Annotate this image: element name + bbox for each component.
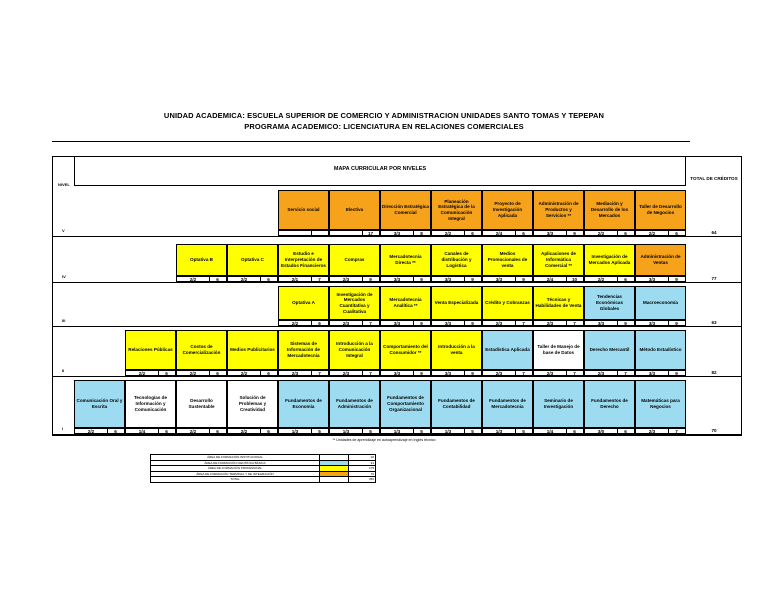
credit-hours: 2/3 (279, 371, 312, 375)
level-label: V (62, 228, 65, 233)
credit-value: 7 (522, 370, 525, 376)
credit-hours: 3/3 (636, 371, 669, 375)
course-cell: Aplicaciones de Informática Comercial ** (533, 244, 584, 276)
course-cell: Mercadotecnia Directa ** (380, 244, 431, 276)
course-cell: Electiva (329, 190, 380, 230)
credit-hours: 2/2 (177, 277, 210, 281)
credit-hours: 2/2 (228, 429, 261, 433)
legend-table (150, 454, 376, 483)
credit-value: 6 (267, 276, 270, 282)
credit-value: 6 (624, 230, 627, 236)
credit-hours: 3/3 (534, 231, 567, 235)
credit-hours: 2/2 (126, 371, 159, 375)
credit-value: 5 (318, 428, 321, 434)
credit-value: 6 (114, 428, 117, 434)
credit-value: 7 (318, 370, 321, 376)
credit-value (311, 231, 328, 235)
course-cell: Matemáticas para Negocios (635, 380, 686, 428)
credit-hours: 1/4 (534, 429, 567, 433)
course-cell: Método Estadístico (635, 330, 686, 370)
course-cell: Mediación y Desarrollo de los Mercados (584, 190, 635, 230)
credit-value: 5 (369, 428, 372, 434)
course-cell: Fundamentos de Derecho (584, 380, 635, 428)
course-cell: Administración de Productos y Servicios ** (533, 190, 584, 230)
credit-value: 9 (369, 276, 372, 282)
level-separator (52, 282, 742, 283)
course-cell: Comportamiento del Consumidor ** (380, 330, 431, 370)
legend-value: 91 (370, 460, 374, 465)
credit-value: 6 (165, 370, 168, 376)
credit-hours: 2/2 (636, 231, 669, 235)
credit-value: 5 (420, 428, 423, 434)
credit-value: 9 (420, 320, 423, 326)
header-divider (52, 141, 690, 142)
credit-value: 6 (522, 230, 525, 236)
credit-value: 9 (675, 320, 678, 326)
credit-value: 6 (216, 428, 219, 434)
course-cell: Técnicas y Habilidades de Venta (533, 286, 584, 320)
credit-hours: 3/0 (585, 429, 618, 433)
credit-hours: 1/4 (126, 429, 159, 433)
total-header: TOTAL DE CRÉDITOS (690, 176, 738, 181)
course-cell: Administración de Ventas (635, 244, 686, 276)
course-cell: Dirección Estratégica Comercial (380, 190, 431, 230)
course-cell: Desarrollo Sustentable (176, 380, 227, 428)
legend-swatch (320, 477, 349, 482)
credit-hours: 2/2 (585, 231, 618, 235)
legend-value: 175 (368, 466, 374, 470)
credit-hours: 2/2 (177, 371, 210, 375)
course-cell: Macroeconomía (635, 286, 686, 320)
credit-hours: 2/2 (177, 429, 210, 433)
credit-hours: 2/3 (330, 321, 363, 325)
credit-hours: 2/2 (279, 321, 312, 325)
credit-value: 6 (624, 276, 627, 282)
level-separator (52, 434, 742, 435)
course-cell: Seminario de Investigación (533, 380, 584, 428)
credit-value: 6 (216, 370, 219, 376)
level-total: 64 (711, 230, 717, 235)
course-cell: Introducción a la venta (431, 330, 482, 370)
course-cell: Estudio e Interpretación de Estados Financieros (278, 244, 329, 276)
credit-hours: 2/4 (534, 277, 567, 281)
legend-value: 70 (370, 471, 374, 476)
credit-hours: 3/3 (432, 371, 465, 375)
credit-hours: 2/2 (585, 277, 618, 281)
course-cell: Fundamentos de Contabilidad (431, 380, 482, 428)
credit-hours (279, 231, 312, 235)
credit-value: 7 (369, 320, 372, 326)
course-cell: Proyecto de Investigación Aplicada (482, 190, 533, 230)
course-cell: Investigación de Mercados Cuantitativa y Cualitativa (329, 286, 380, 320)
legend-value: 20 (370, 455, 374, 459)
course-cell: Servicio social (278, 190, 329, 230)
course-cell: Sistemas de Información de Mercadotecnia (278, 330, 329, 370)
level-label: IV (62, 274, 66, 279)
credit-value: 7 (624, 370, 627, 376)
credit-value: 5 (471, 428, 474, 434)
legend-label: ÁREA DE FORMACIÓN INSTITUCIONAL (151, 455, 320, 460)
credit-hours: 3/3 (432, 277, 465, 281)
credit-hours: 2/3 (483, 371, 516, 375)
credit-value: 9 (522, 276, 525, 282)
credit-hours: 2/3 (534, 371, 567, 375)
legend-label: ÁREA DE FORMACIÓN TERMINAL Y DE INTEGRACIÓN (151, 472, 320, 477)
level-separator (52, 236, 742, 237)
credit-hours: 2/3 (585, 371, 618, 375)
header-line-1: UNIDAD ACADEMICA: ESCUELA SUPERIOR DE COMERCIO Y ADMINISTRACION UNIDADES SANTO TOMAS Y TEPEPAN (163, 111, 605, 120)
course-cell: Venta Especializada (431, 286, 482, 320)
credit-value: 9 (420, 370, 423, 376)
legend-swatch (320, 455, 349, 460)
credit-value: 9 (420, 276, 423, 282)
credit-value: 6 (624, 428, 627, 434)
credit-hours: 3/3 (381, 277, 414, 281)
credit-hours: 3/3 (381, 231, 414, 235)
credit-hours: 2/3 (636, 429, 669, 433)
credit-hours: 2/3 (483, 321, 516, 325)
course-cell: Fundamentos de Comportamiento Organizacional (380, 380, 431, 428)
credit-hours: 2/2 (228, 277, 261, 281)
course-cell: Estadística Aplicada (482, 330, 533, 370)
credit-hours: 1/3 (330, 429, 363, 433)
credit-value: 9 (471, 370, 474, 376)
course-cell: Comunicación Oral y Escrita (74, 380, 125, 428)
credit-value: 9 (573, 230, 576, 236)
legend-label: TOTAL (151, 477, 320, 482)
credit-hours: 3/3 (432, 321, 465, 325)
level-total: 77 (711, 276, 717, 281)
legend-swatch (320, 466, 349, 471)
credit-value: 5 (522, 428, 525, 434)
level-separator (52, 326, 742, 327)
course-cell: Optativa B (176, 244, 227, 276)
credit-value: 7 (318, 276, 321, 282)
credit-hours: 2/3 (330, 371, 363, 375)
credit-hours (330, 231, 363, 235)
legend-label: ÁREA DE FORMACIÓN CIENTÍFICA BÁSICA (151, 461, 320, 466)
course-cell: Taller de Manejo de base de Datos (533, 330, 584, 370)
table-title: MAPA CURRICULAR POR NIVELES (333, 166, 427, 172)
course-cell: Tendencias Económicas Globales (584, 286, 635, 320)
credit-value: 6 (267, 370, 270, 376)
credit-hours: 3/3 (381, 371, 414, 375)
credit-hours: 1/3 (381, 429, 414, 433)
credit-value: 6 (471, 230, 474, 236)
credit-hours: 3/3 (483, 277, 516, 281)
legend-row (151, 477, 375, 482)
level-label: I (62, 426, 64, 431)
credit-value: 9 (675, 370, 678, 376)
course-cell: Planeación Estratégica de la Comunicación Integral (431, 190, 482, 230)
credit-hours: 3/3 (636, 321, 669, 325)
nivel-header: NIVEL (58, 182, 70, 187)
credit-value: 7 (369, 370, 372, 376)
course-cell: Investigación de Mercados Aplicada (584, 244, 635, 276)
level-label: III (62, 318, 66, 323)
course-cell: Taller de Desarrollo de Negocios (635, 190, 686, 230)
credit-value: 7 (573, 370, 576, 376)
credit-value: 17 (367, 230, 374, 236)
credit-hours: 3/3 (585, 321, 618, 325)
credit-value: 9 (675, 276, 678, 282)
course-cell: Costos de Comercialización (176, 330, 227, 370)
course-cell: Canales de distribución y Logística (431, 244, 482, 276)
credit-hours: 3/3 (636, 277, 669, 281)
credit-value: 9 (471, 320, 474, 326)
course-cell: Optativa A (278, 286, 329, 320)
footnote: ** Unidades de aprendizaje en autoaprendizaje en Inglés técnico (332, 438, 436, 442)
credit-value: 6 (165, 428, 168, 434)
course-cell: Introducción a la Comunicación Integral (329, 330, 380, 370)
credit-value: 6 (675, 230, 678, 236)
credit-value: 6 (216, 276, 219, 282)
legend-swatch (320, 472, 349, 477)
credit-value: 7 (675, 428, 678, 434)
course-cell: Fundamentos de Economía (278, 380, 329, 428)
credit-value: 6 (573, 428, 576, 434)
credit-value: 7 (573, 320, 576, 326)
credit-hours: 1/3 (483, 429, 516, 433)
legend-value: 356 (368, 477, 374, 481)
credit-value: 10 (571, 276, 578, 282)
header-line-2: PROGRAMA ACADEMICO: LICENCIATURA EN RELACIONES COMERCIALES (244, 122, 524, 131)
course-cell: Mercadotecnia Analítica ** (380, 286, 431, 320)
course-cell: Solución de Problemas y Creatividad (227, 380, 278, 428)
course-cell: Optativa C (227, 244, 278, 276)
course-cell: Medios Publicitarios (227, 330, 278, 370)
credit-value: 6 (267, 428, 270, 434)
level-total: 63 (711, 320, 717, 325)
credit-hours: 2/2 (228, 371, 261, 375)
course-cell: Relaciones Públicas (125, 330, 176, 370)
course-cell: Fundamentos de Administración (329, 380, 380, 428)
credit-hours: 3/3 (381, 321, 414, 325)
level-separator (52, 376, 742, 377)
course-cell: Medios Promocionales de venta (482, 244, 533, 276)
credit-value: 9 (624, 320, 627, 326)
credit-hours: 2/3 (534, 321, 567, 325)
credit-hours: 2/4 (483, 231, 516, 235)
credit-hours: 2/3 (330, 277, 363, 281)
course-cell: Compras (329, 244, 380, 276)
course-cell: Fundamentos de Mercadotecnia (482, 380, 533, 428)
level-total: 70 (711, 428, 717, 433)
credit-value: 8 (420, 230, 423, 236)
credit-value: 7 (522, 320, 525, 326)
credit-hours: 2/1 (279, 277, 312, 281)
credit-value: 6 (318, 320, 321, 326)
credit-value: 9 (471, 276, 474, 282)
legend-label: ÁREA DE FORMACIÓN PROFESIONAL (151, 466, 320, 471)
credit-hours: 1/3 (279, 429, 312, 433)
level-label: II (62, 368, 65, 373)
legend-swatch (320, 461, 349, 466)
level-total: 82 (711, 370, 717, 375)
course-cell: Tecnologías de Información y Comunicación (125, 380, 176, 428)
credit-hours: 1/3 (432, 429, 465, 433)
credit-hours: 2/2 (75, 429, 108, 433)
credit-hours: 2/2 (432, 231, 465, 235)
course-cell: Crédito y Cobranzas (482, 286, 533, 320)
course-cell: Derecho Mercantil (584, 330, 635, 370)
